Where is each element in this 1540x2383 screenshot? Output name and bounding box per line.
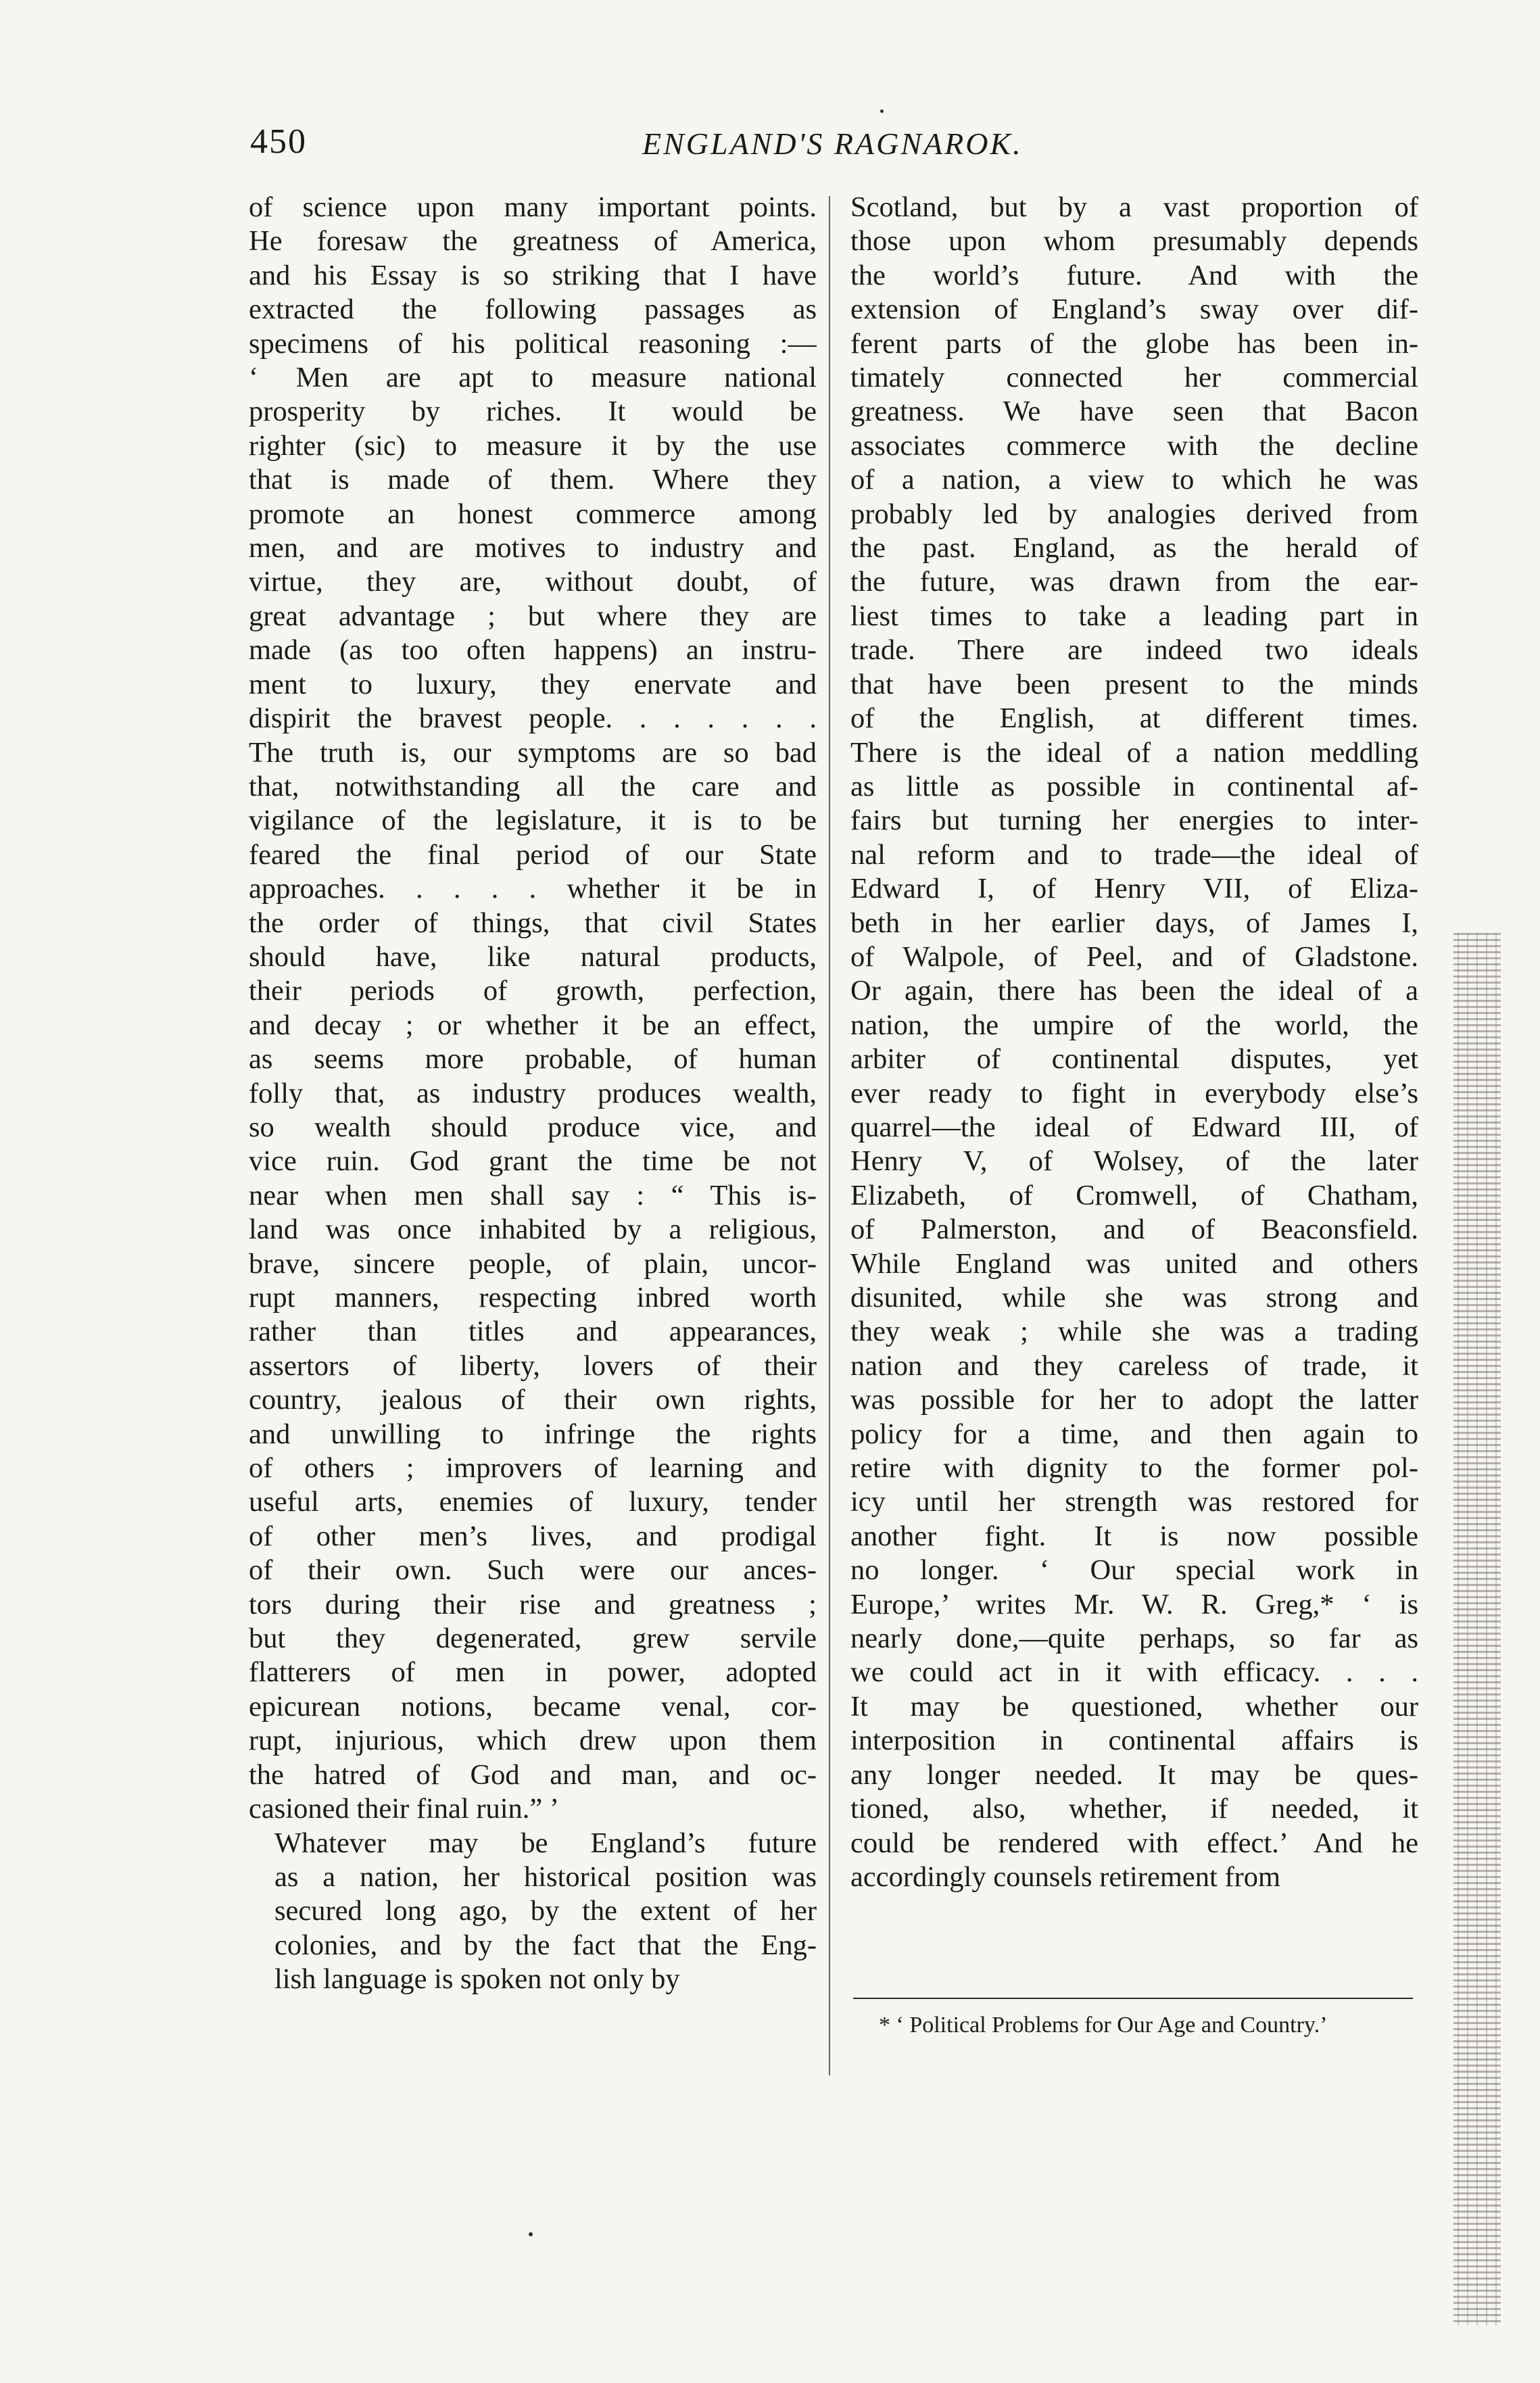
text-line: It may be questioned, whether our [850,1690,1418,1723]
text-line: the world’s future. And with the [850,259,1418,291]
text-line: rather than titles and appearances, [249,1316,817,1348]
text-line: that, notwithstanding all the care and [249,770,817,802]
text-line: He foresaw the greatness of America, [249,225,817,258]
text-line: promote an honest commerce among [249,498,817,530]
text-line: ever ready to fight in everybody else’s [850,1077,1418,1109]
text-line: folly that, as industry produces wealth, [249,1077,817,1109]
text-line: tors during their rise and greatness ; [249,1588,817,1620]
text-line: approaches. . . . . whether it be in [249,873,817,905]
text-line: Edward I, of Henry VII, of Eliza- [850,873,1418,905]
text-line: land was once inhabited by a religious, [249,1213,817,1246]
text-line: flatterers of men in power, adopted [249,1656,817,1689]
left-column [249,191,817,1997]
text-line: of the English, at different times. [850,702,1418,735]
text-line: was possible for her to adopt the latter [850,1384,1418,1416]
text-line: ferent parts of the globe has been in- [850,327,1418,360]
ink-speck [529,2232,533,2236]
text-line: of other men’s lives, and prodigal [249,1520,817,1552]
text-line: righter (sic) to measure it by the use [249,429,817,462]
text-line: useful arts, enemies of luxury, tender [249,1486,817,1518]
text-line: secured long ago, by the extent of her [274,1895,817,1927]
text-line: of Palmerston, and of Beaconsfield. [850,1213,1418,1246]
text-line: vigilance of the legislature, it is to be [249,804,817,837]
text-line: tioned, also, whether, if needed, it [850,1793,1418,1825]
text-line: the hatred of God and man, and oc- [249,1758,817,1791]
text-line: retire with dignity to the former pol- [850,1452,1418,1485]
ink-speck [880,110,884,113]
text-line: fairs but turning her energies to inter- [850,804,1418,837]
running-title: ENGLAND'S RAGNAROK. [642,126,1023,161]
text-line: rupt, injurious, which drew upon them [249,1725,817,1757]
text-line: so wealth should produce vice, and [249,1111,817,1143]
text-line: virtue, they are, without doubt, of [249,566,817,598]
text-line: those upon whom presumably depends [850,225,1418,258]
scan-edge-artifact [1453,933,1501,2326]
text-line: we could act in it with efficacy. . . . [850,1656,1418,1689]
text-line: their periods of growth, perfection, [249,975,817,1007]
text-line: vice ruin. God grant the time be not [249,1145,817,1178]
text-line: and unwilling to infringe the rights [249,1418,817,1450]
text-line: casioned their final ruin.” ’ [249,1793,560,1825]
text-line: lish language is spoken not only by [274,1963,680,1996]
text-line: assertors of liberty, lovers of their [249,1349,817,1382]
text-line: extracted the following passages as [249,293,817,326]
text-line: trade. There are indeed two ideals [850,634,1418,667]
text-line: Henry V, of Wolsey, of the later [850,1145,1418,1178]
text-line: specimens of his political reasoning :— [249,327,817,360]
text-line: of science upon many important points. [249,191,817,223]
text-line: no longer. ‘ Our special work in [850,1554,1418,1587]
text-line: that have been present to the minds [850,668,1418,700]
page-number: 450 [250,122,307,161]
text-line: nal reform and to trade—the ideal of [850,838,1418,871]
text-line: probably led by analogies derived from [850,498,1418,530]
text-line: as seems more probable, of human [249,1043,817,1076]
text-line: nearly done,—quite perhaps, so far as [850,1622,1418,1655]
text-line: beth in her earlier days, of James I, [850,907,1418,939]
text-line: While England was united and others [850,1247,1418,1280]
footnote: * ‘ Political Problems for Our Age and Country.’ [879,2013,1328,2038]
text-line: the order of things, that civil States [249,907,817,939]
text-line: of others ; improvers of learning and [249,1452,817,1485]
text-line: any longer needed. It may be ques- [850,1758,1418,1791]
text-line: feared the final period of our State [249,838,817,871]
column-divider [829,196,830,2075]
text-line: as a nation, her historical position was [274,1860,817,1893]
text-line: brave, sincere people, of plain, uncor- [249,1247,817,1280]
text-line: Europe,’ writes Mr. W. R. Greg,* ‘ is [850,1588,1418,1620]
text-line: as little as possible in continental af- [850,770,1418,802]
text-line: near when men shall say : “ This is- [249,1179,817,1211]
text-line: arbiter of continental disputes, yet [850,1043,1418,1076]
text-line: made (as too often happens) an instru- [249,634,817,667]
text-line: extension of England’s sway over dif- [850,293,1418,326]
text-line: timately connected her commercial [850,362,1418,394]
text-line: and his Essay is so striking that I have [249,259,817,291]
text-line: nation and they careless of trade, it [850,1349,1418,1382]
text-line: There is the ideal of a nation meddling [850,736,1418,769]
text-line: Whatever may be England’s future [274,1827,817,1859]
text-line: rupt manners, respecting inbred worth [249,1282,817,1314]
text-line: The truth is, our symptoms are so bad [249,736,817,769]
left-paragraph-1 [249,191,817,1827]
text-line: the future, was drawn from the ear- [850,566,1418,598]
text-line: ment to luxury, they enervate and [249,668,817,700]
text-line: of Walpole, of Peel, and of Gladstone. [850,940,1418,973]
text-line: of their own. Such were our ances- [249,1554,817,1587]
text-line: but they degenerated, grew servile [249,1622,817,1655]
page-header [250,122,1413,183]
text-line: the past. England, as the herald of [850,532,1418,564]
text-line: and decay ; or whether it be an effect, [249,1009,817,1041]
right-paragraph [850,191,1418,1894]
text-line: icy until her strength was restored for [850,1486,1418,1518]
text-line: Elizabeth, of Cromwell, of Chatham, [850,1179,1418,1211]
left-paragraph-2 [249,1827,817,1997]
text-line: policy for a time, and then again to [850,1418,1418,1450]
text-line: they weak ; while she was a trading [850,1316,1418,1348]
text-line: quarrel—the ideal of Edward III, of [850,1111,1418,1143]
text-line: prosperity by riches. It would be [249,395,817,428]
text-line: disunited, while she was strong and [850,1282,1418,1314]
text-line: greatness. We have seen that Bacon [850,395,1418,428]
text-line: ‘ Men are apt to measure national [249,362,817,394]
text-line: dispirit the bravest people. . . . . . . [249,702,817,735]
text-line: great advantage ; but where they are [249,600,817,632]
text-line: could be rendered with effect.’ And he [850,1827,1418,1859]
footnote-rule [853,1998,1413,1999]
text-line: men, and are motives to industry and [249,532,817,564]
text-line: should have, like natural products, [249,940,817,973]
text-line: of a nation, a view to which he was [850,464,1418,496]
text-line: colonies, and by the fact that the Eng- [274,1929,817,1961]
right-column [850,191,1418,1894]
text-line: that is made of them. Where they [249,464,817,496]
text-line: Or again, there has been the ideal of a [850,975,1418,1007]
text-line: associates commerce with the decline [850,429,1418,462]
text-line: interposition in continental affairs is [850,1725,1418,1757]
text-line: liest times to take a leading part in [850,600,1418,632]
text-line: Scotland, but by a vast proportion of [850,191,1418,223]
text-line: country, jealous of their own rights, [249,1384,817,1416]
text-line: epicurean notions, became venal, cor- [249,1690,817,1723]
text-line: accordingly counsels retirement from [850,1860,1281,1893]
text-line: nation, the umpire of the world, the [850,1009,1418,1041]
text-line: another fight. It is now possible [850,1520,1418,1552]
